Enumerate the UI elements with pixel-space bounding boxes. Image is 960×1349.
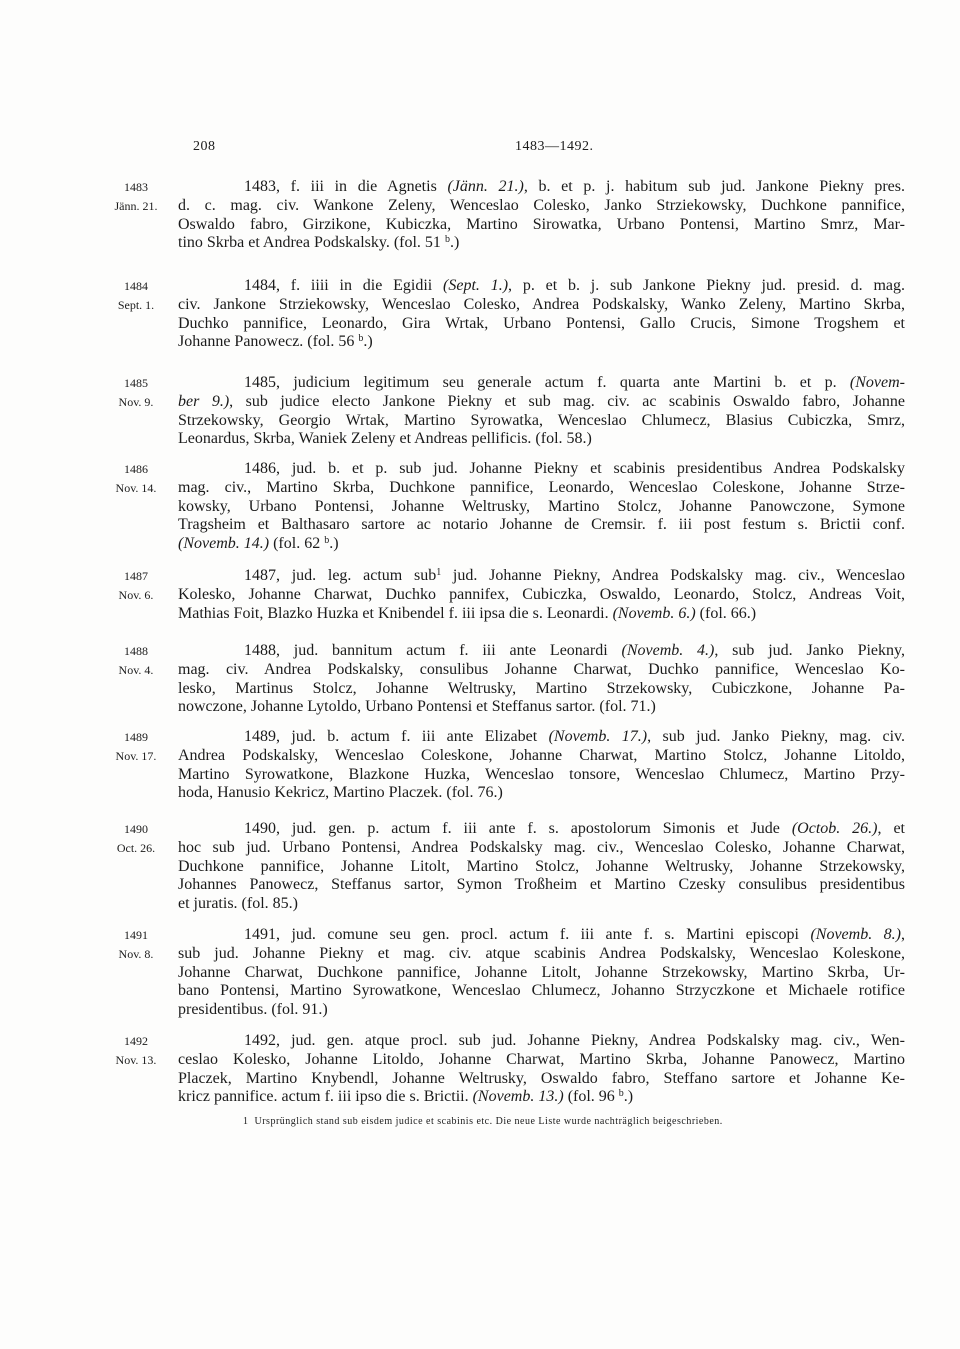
entry-line: [178, 698, 905, 717]
page-number: 208: [193, 139, 216, 154]
margin-year: 1490: [124, 822, 148, 836]
margin-day: Nov. 9.: [118, 394, 154, 409]
text-segment: , p. et b. j. sub Jankone Piekny jud. presid. d. mag.: [508, 277, 905, 294]
margin-year: 1491: [124, 928, 148, 942]
superscript: b: [358, 333, 364, 345]
footnote-marker: 1: [243, 1116, 249, 1127]
entry-line: [178, 926, 905, 945]
text-segment: 1486, jud. b. et p. sub jud. Johanne Piekny et scabinis presidentibus Andrea Podskalsky: [244, 460, 905, 477]
entry-line: [178, 412, 905, 431]
entry-line: [178, 498, 905, 517]
entry-1486: [115, 460, 905, 554]
entry-line: [178, 982, 905, 1001]
superscript: b: [324, 535, 330, 547]
entry-line: [178, 1070, 905, 1089]
text-segment: bano Pontensi, Martino Syrowatkone, Wenceslao Chlumecz, Johanno Strzyczkone et Michaele rotifice: [178, 982, 905, 1000]
entry-line: [178, 728, 905, 747]
text-segment: .): [363, 333, 373, 351]
text-segment: sub jud. Johanne Piekny et mag. civ. atque scabinis Andrea Podskalsky, Wenceslao Koleskone,: [178, 944, 905, 962]
margin-day: Nov. 13.: [115, 1052, 157, 1067]
italic-date: (Novemb. 14.): [178, 535, 270, 553]
entry-1491: [118, 926, 905, 1020]
text-segment: Johannes Panowecz, Steffanus sartor, Symon Troßheim et Martino Czesky consulibus presidentibus: [178, 876, 905, 894]
entry-line: [178, 393, 905, 412]
margin-date: [106, 460, 166, 498]
entry-line: [178, 430, 905, 449]
entry-line: [178, 642, 905, 661]
italic-date: (Octob. 26.): [791, 820, 878, 837]
text-segment: et juratis. (fol. 85.): [178, 895, 298, 913]
text-segment: mag. civ. Andrea Podskalsky, consulibus Johanne Charwat, Duchko pannifice, Wenceslao Ko-: [178, 660, 905, 678]
text-segment: Kolesko, Johanne Charwat, Duchko pannifex, Cubiczka, Oswaldo, Leonardo, Stolcz, Andreas Voit,: [178, 585, 905, 603]
entry-1484: [117, 277, 905, 352]
text-segment: (fol. 66.): [695, 604, 757, 622]
italic-date: (Novemb. 17.): [548, 728, 648, 745]
entry-line: [178, 945, 905, 964]
entry-line: [178, 1001, 905, 1020]
text-segment: Leonardus, Skrba, Waniek Zeleny et Andreas pellificis. (fol. 58.): [178, 430, 592, 448]
entry-line: [178, 680, 905, 699]
entry-line: [178, 333, 905, 352]
text-segment: Strzekowsky, Georgio Wrtak, Martino Syrowatka, Wenceslao Chlumecz, Blasius Cubiczka, Smrz,: [178, 411, 905, 429]
text-segment: Johanne Charwat, Duchkone pannifice, Johanne Litolt, Johanne Strzekowsky, Martino Skrba, Ur-: [178, 963, 905, 981]
text-segment: hoda, Hanusio Kekricz, Martino Placzek. (fol. 76.): [178, 784, 503, 802]
text-segment: Tragsheim et Balthasaro sartore ac notario Johanne de Cremsir. f. iii post festum s. Brictii conf.: [178, 516, 905, 534]
text-segment: .): [449, 234, 460, 252]
margin-year: 1487: [124, 569, 148, 583]
margin-year: 1492: [124, 1034, 148, 1048]
text-segment: Andrea Podskalsky, Wenceslao Coleskone, Johanne Charwat, Martino Stolcz, Johanne Litoldo,: [178, 746, 905, 764]
margin-day: Nov. 17.: [115, 748, 157, 763]
margin-day: Nov. 4.: [118, 662, 154, 677]
footnote: [243, 1115, 803, 1129]
text-segment: d. c. mag. civ. Wankone Zeleny, Wenceslao Colesko, Janko Strziekowsky, Duchkone pannifice,: [178, 196, 905, 214]
text-segment: Johanne Panowecz. (fol. 56: [178, 333, 359, 351]
entry-1488: [118, 642, 905, 717]
italic-date: (Novemb. 13.): [472, 1088, 564, 1106]
text-segment: presidentibus. (fol. 91.): [178, 1001, 328, 1019]
italic-date: ber 9.): [178, 392, 230, 410]
footnote-text: Ursprünglich stand sub eisdem judice et scabinis etc. Die neue Liste wurde nachträglich beigeschrieben.: [254, 1116, 723, 1127]
text-segment: , sub jud. Janko Piekny,: [714, 642, 905, 659]
margin-year: 1489: [124, 730, 148, 744]
text-segment: 1490, jud. gen. p. actum f. iii ante f. s. apostolorum Simonis et Jude: [244, 820, 792, 837]
italic-date: (Novem-: [849, 374, 905, 391]
entry-line: [178, 747, 905, 766]
italic-date: (Novemb. 8.): [810, 926, 902, 943]
text-segment: jud. Johanne Piekny, Andrea Podskalsky mag. civ., Wenceslao: [441, 567, 905, 584]
entry-line: [178, 858, 905, 877]
entry-line: [178, 605, 905, 624]
margin-year: 1488: [124, 644, 148, 658]
entry-1490: [116, 820, 905, 914]
entry-1489: [115, 728, 905, 803]
margin-date: [106, 728, 166, 766]
text-segment: Placzek, Martino Knybendl, Johanne Weltrusky, Oswaldo fabro, Steffano sartore et Johanne Ke-: [178, 1069, 905, 1087]
text-segment: tino Skrba et Andrea Podskalsky. (fol. 51: [178, 234, 445, 252]
entry-1492: [115, 1032, 905, 1107]
entry-line: [178, 876, 905, 895]
margin-date: [106, 178, 166, 216]
entry-line: [178, 964, 905, 983]
superscript: b: [444, 234, 450, 246]
margin-date: [106, 820, 166, 858]
margin-year: 1485: [124, 376, 148, 390]
text-segment: 1491, jud. comune seu gen. procl. actum f. iii ante f. s. Martini episcopi: [244, 926, 811, 943]
entry-line: [178, 216, 905, 235]
margin-year: 1483: [124, 180, 148, 194]
text-segment: Oswaldo fabro, Girzikone, Kubiczka, Martino Sirowatka, Urbano Pontensi, Martino Smrz, Mar-: [178, 215, 905, 233]
entry-line: [178, 586, 905, 605]
margin-day: Jänn. 21.: [114, 198, 158, 213]
running-title: 1483—1492.: [515, 139, 594, 154]
margin-year: 1484: [124, 279, 148, 293]
entry-line: [178, 178, 905, 197]
entry-line: [178, 567, 905, 586]
text-segment: 1483, f. iii in die Agnetis: [244, 178, 448, 195]
entry-1485: [118, 374, 905, 449]
entry-line: [178, 784, 905, 803]
entry-line: [178, 1088, 905, 1107]
entry-line: [178, 839, 905, 858]
margin-date: [106, 277, 166, 315]
text-segment: hoc sub jud. Urbano Pontensi, Andrea Podskalsky mag. civ., Wenceslao Colesko, Johanne Charwat,: [178, 838, 905, 856]
text-segment: , b. et p. j. habitum sub jud. Jankone Piekny pres.: [523, 178, 905, 195]
text-segment: , sub judice electo Jankone Piekny et sub mag. civ. ac scabinis Oswaldo fabro, Johanne: [229, 392, 905, 410]
entry-line: [178, 296, 905, 315]
text-segment: (fol. 62: [269, 535, 325, 553]
margin-day: Oct. 26.: [116, 840, 156, 855]
text-segment: Mathias Foit, Blazko Huzka et Knibendel f. iii ipsa die s. Leonardi.: [178, 604, 613, 622]
entry-1483: [114, 178, 905, 253]
margin-date: [106, 1032, 166, 1070]
text-segment: .): [623, 1088, 634, 1106]
entry-line: [178, 820, 905, 839]
entry-line: [178, 374, 905, 393]
margin-day: Sept. 1.: [117, 297, 155, 312]
text-segment: ,: [901, 926, 905, 943]
text-segment: 1487, jud. leg. actum sub: [244, 567, 437, 584]
entry-line: [178, 315, 905, 334]
text-segment: nowczone, Johanne Lytoldo, Urbano Pontensi et Steffanus sartor. (fol. 71.): [178, 698, 656, 716]
entry-line: [178, 479, 905, 498]
superscript: 1: [436, 567, 442, 578]
entry-line: [178, 234, 905, 253]
text-segment: kricz pannifice. actum f. iii ipso die s. Brictii.: [178, 1088, 473, 1106]
text-segment: lesko, Martinus Stolcz, Johanne Weltrusky, Martino Strzekowsky, Cubiczkone, Johanne Pa-: [178, 679, 905, 697]
text-segment: .): [329, 535, 339, 553]
margin-year: 1486: [124, 462, 148, 476]
text-segment: Duchkone pannifice, Johanne Litolt, Martino Stolcz, Johanne Weltrusky, Johanne Strzekowsky,: [178, 857, 905, 875]
entry-line: [178, 661, 905, 680]
text-segment: 1488, jud. bannitum actum f. iii ante Leonardi: [244, 642, 622, 659]
entry-line: [178, 895, 905, 914]
text-segment: mag. civ., Martino Skrba, Duchkone pannifice, Leonardo, Wenceslao Coleskone, Johanne Strze-: [178, 478, 905, 496]
text-segment: kowsky, Urbano Pontensi, Johanne Weltrusky, Martino Stolcz, Johanne Panowczone, Symone: [178, 497, 905, 515]
text-segment: Duchko pannifice, Leonardo, Gira Wrtak, Urbano Pontensi, Gallo Crucis, Simone Trogshem et: [178, 314, 905, 332]
italic-date: (Sept. 1.): [443, 277, 509, 294]
italic-date: (Novemb. 4.): [621, 642, 715, 659]
margin-date: [106, 926, 166, 964]
margin-date: [106, 567, 166, 605]
text-segment: 1489, jud. b. actum f. iii ante Elizabet: [244, 728, 549, 745]
italic-date: (Jänn. 21.): [447, 178, 524, 195]
text-segment: (fol. 96: [563, 1088, 619, 1106]
text-segment: 1484, f. iiii in die Egidii: [244, 277, 444, 294]
text-segment: , sub jud. Janko Piekny, mag. civ.: [647, 728, 905, 745]
superscript: b: [618, 1088, 624, 1100]
text-segment: 1492, jud. gen. atque procl. sub jud. Johanne Piekny, Andrea Podskalsky mag. civ., Wen-: [244, 1032, 905, 1049]
margin-date: [106, 374, 166, 412]
italic-date: (Novemb. 6.): [612, 604, 696, 622]
entry-1487: [118, 567, 905, 623]
entry-line: [178, 766, 905, 785]
text-segment: , et: [877, 820, 905, 837]
entry-line: [178, 197, 905, 216]
margin-date: [106, 642, 166, 680]
margin-day: Nov. 6.: [118, 587, 154, 602]
entry-line: [178, 516, 905, 535]
text-segment: ceslao Kolesko, Johanne Litoldo, Johanne Charwat, Martino Skrba, Johanne Panowecz, Martino: [178, 1050, 905, 1068]
text-segment: Martino Syrowatkone, Blazkone Huzka, Wenceslao tonsore, Wenceslao Chlumecz, Martino Przy-: [178, 765, 905, 783]
text-segment: civ. Jankone Strziekowsky, Wenceslao Colesko, Andrea Podskalsky, Wanko Zeleny, Martino Skrba,: [178, 295, 905, 313]
text-segment: 1485, judicium legitimum seu generale actum f. quarta ante Martini b. et p.: [244, 374, 850, 391]
entry-line: [178, 277, 905, 296]
margin-day: Nov. 14.: [115, 480, 157, 495]
entry-line: [178, 1051, 905, 1070]
margin-day: Nov. 8.: [118, 946, 154, 961]
entry-line: [178, 535, 905, 554]
entry-line: [178, 460, 905, 479]
entry-line: [178, 1032, 905, 1051]
